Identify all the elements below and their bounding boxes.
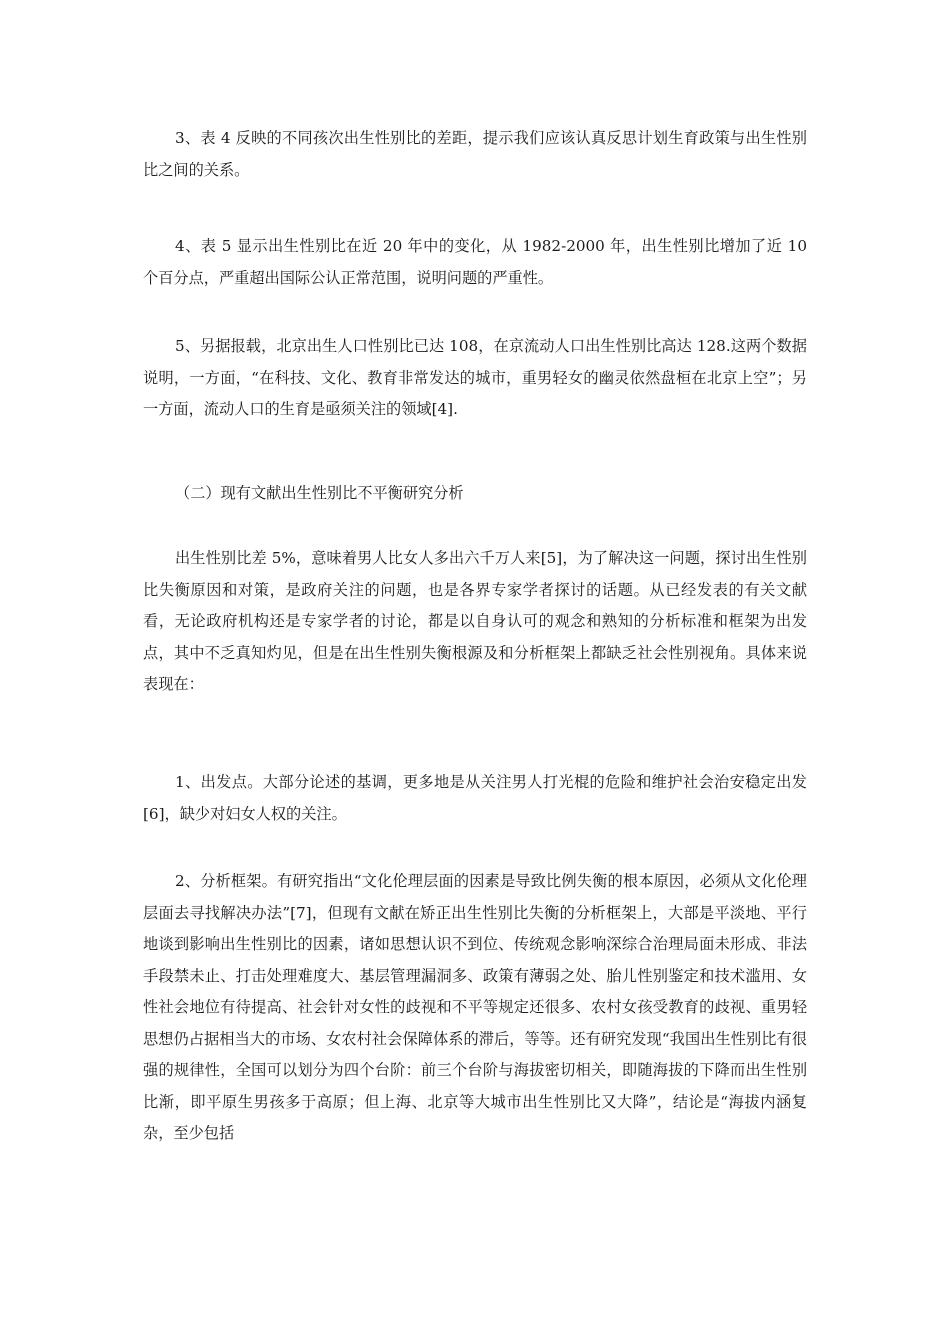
paragraph-literature-analysis: 出生性别比差 5%，意味着男人比女人多出六千万人来[5]，为了解决这一问题，探讨出生性别比失衡原因和对策，是政府关注的问题，也是各界专家学者探讨的话题。从已经发表的有关文献看，无论政府机构还是专家学者的讨论，都是以自身认可的观念和熟知的分析标准和框架为出发点，其中不乏真知灼见，但是在出生性别失衡根源及和分析框架上都缺乏社会性别视角。具体来说表现在： xyxy=(143,549,807,693)
paragraph-analysis-framework: 2、分析框架。有研究指出“文化伦理层面的因素是导致比例失衡的根本原因，必须从文化伦理层面去寻找解决办法”[7]，但现有文献在矫正出生性别比失衡的分析框架上，大部是平淡地、平行地谈到影响出生性别比的因素，诸如思想认识不到位、传统观念影响深综合治理局面未形成、非法手段禁未止、打击处理难度大、基层管理漏洞多、政策有薄弱之处、胎儿性别鉴定和技术滥用、女性社会地位有待提高、社会针对女性的歧视和不平等规定还很多、农村女孩受教育的歧视、重男轻思想仍占据相当大的市场、女农村社会保障体系的滞后，等等。还有研究发现“我国出生性别比有很强的规律性，全国可以划分为四个台阶：前三个台阶与海拔密切相关，即随海拔的下降而出生性别比渐，即平原生男孩多于高原；但上海、北京等大城市出生性别比又大降”，结论是“海拔内涵复杂，至少包括 xyxy=(143,872,807,1142)
paragraph-table4-note: 3、表 4 反映的不同孩次出生性别比的差距，提示我们应该认真反思计划生育政策与出生性别比之间的关系。 xyxy=(143,129,807,179)
paragraph-table5-note: 4、表 5 显示出生性别比在近 20 年中的变化，从 1982-2000 年，出生性别比增加了近 10 个百分点，严重超出国际公认正常范围，说明问题的严重性。 xyxy=(143,237,807,287)
section-heading: （二）现有文献出生性别比不平衡研究分析 xyxy=(175,484,464,502)
paragraph-starting-point: 1、出发点。大部分论述的基调，更多地是从关注男人打光棍的危险和维护社会治安稳定出发[6]，缺少对妇女人权的关注。 xyxy=(143,773,807,823)
paragraph-beijing-ratio: 5、另据报载，北京出生人口性别比已达 108，在京流动人口出生性别比高达 128.这两个数据说明，一方面，“在科技、文化、教育非常发达的城市，重男轻女的幽灵依然盘桓在北京上空”；另一方面，流动人口的生育是亟须关注的领域[4]. xyxy=(143,337,807,418)
